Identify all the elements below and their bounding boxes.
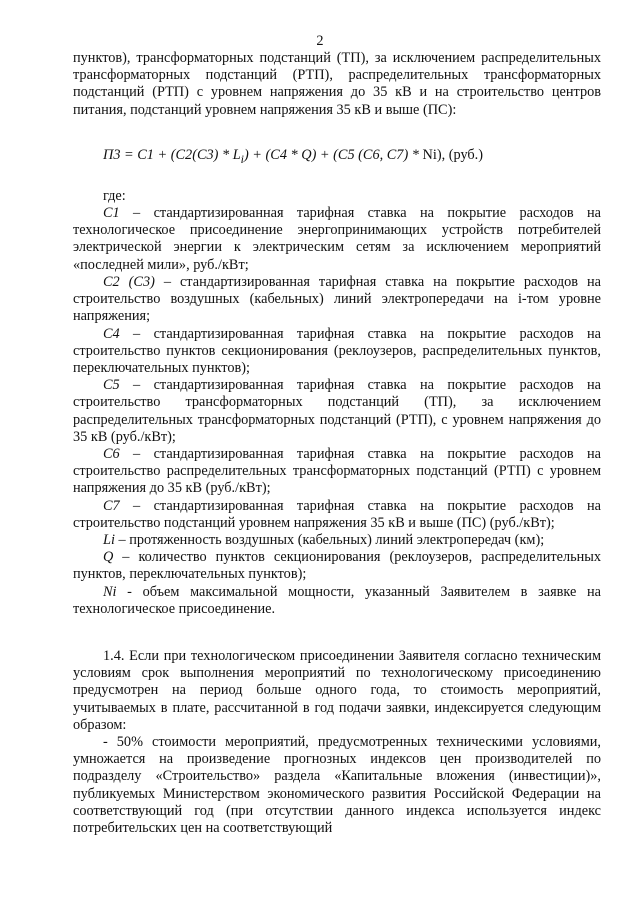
where-label: где: xyxy=(103,187,126,204)
definition-text: – стандартизированная тарифная ставка на покрытие расходов на строительство трансформаторных подстанций (ТП), за исключением распределительных трансформаторных подстанций (РТП), с уровнем напряжения до 35 кВ (руб./кВт); xyxy=(73,377,601,445)
definition-c5 xyxy=(73,377,601,446)
page-number: 2 xyxy=(316,33,324,49)
definition-text: – количество пунктов секционирования (реклоузеров, распределительных пунктов, переключательных пунктов); xyxy=(73,549,601,583)
section-spacer xyxy=(73,618,601,648)
definition-ni xyxy=(73,584,601,618)
definition-text: – стандартизированная тарифная ставка на покрытие расходов на технологическое присоединение энергопринимающих устройств потребителей электрической энергии к электрическим сетям за исключением мероприятий «последней мили», руб./кВт; xyxy=(73,205,601,273)
formula-ni: Ni), (руб.) xyxy=(422,146,484,163)
definition-text: – стандартизированная тарифная ставка на покрытие расходов на строительство пунктов секционирования (реклоузеров, распределительных пунктов, переключательных пунктов); xyxy=(73,325,601,376)
definition-c6 xyxy=(73,446,601,498)
intro-paragraph: пунктов), трансформаторных подстанций (ТП), за исключением распределительных трансформаторных подстанций (РТП), распределительных трансформаторных подстанций (РТП) с уровнем напряжения до 35 кВ и на строительство центров питания, подстанций уровнем напряжения 35 кВ и выше (ПС): xyxy=(73,50,601,118)
definition-symbol: Li xyxy=(103,531,115,548)
definition-symbol: C4 xyxy=(103,325,120,342)
bullet-paragraph: - 50% стоимости мероприятий, предусмотренных техническими условиями, умножается на произведение прогнозных индексов цен производителей по подразделу «Строительство» раздела «Капитальные вложения (инвестиции)», публикуемых Министерством экономического развития Российской Федерации на соответствующий год (при отсутствии данного индекса используется индекс потребительских цен на соответствующий xyxy=(73,733,601,836)
document-body xyxy=(73,50,601,837)
definition-text: – стандартизированная тарифная ставка на покрытие расходов на строительство распределительных трансформаторных подстанций (РТП) с уровнем напряжения до 35 кВ (руб./кВт); xyxy=(73,445,601,497)
definition-symbol: C5 xyxy=(103,377,120,394)
formula-subscript: i xyxy=(240,151,244,166)
definition-c4 xyxy=(73,326,601,378)
formula xyxy=(103,147,601,168)
definition-li xyxy=(73,532,601,549)
definition-symbol: C6 xyxy=(103,445,120,462)
definition-q xyxy=(73,549,601,583)
definition-symbol: C1 xyxy=(103,205,120,222)
definition-symbol: Q xyxy=(103,549,114,566)
definition-symbol: Ni xyxy=(103,583,117,600)
definition-text: – протяженность воздушных (кабельных) линий электропередач (км); xyxy=(114,531,545,548)
definition-c7 xyxy=(73,498,601,532)
definition-c1 xyxy=(73,205,601,274)
definition-text: – стандартизированная тарифная ставка на покрытие расходов на строительство воздушных (кабельных) линий электропередачи на i-том уровне напряжения; xyxy=(73,273,601,325)
definition-symbol: C2 (C3) xyxy=(103,273,155,290)
section-1-4-paragraph: 1.4. Если при технологическом присоединении Заявителя согласно техническим условиям срок выполнения мероприятий по технологическому присоединению предусмотрен на период больше одного года, то стоимость мероприятий, учитываемых в плате, рассчитанной в год подачи заявки, индексируется следующим образом: xyxy=(73,647,601,733)
formula-rest: ) + (C4 * Q) + (C5 (C6, C7) * xyxy=(243,146,423,163)
formula-main: П3 = C1 + (C2(C3) * L xyxy=(103,146,241,163)
definition-c2-c3 xyxy=(73,274,601,326)
definition-text: – стандартизированная тарифная ставка на покрытие расходов на строительство подстанций уровнем напряжения 35 кВ и выше (ПС) (руб./кВт); xyxy=(73,497,601,531)
definition-text: - объем максимальной мощности, указанный Заявителем в заявке на технологическое присоединение. xyxy=(73,583,601,617)
definition-symbol: C7 xyxy=(103,497,120,514)
